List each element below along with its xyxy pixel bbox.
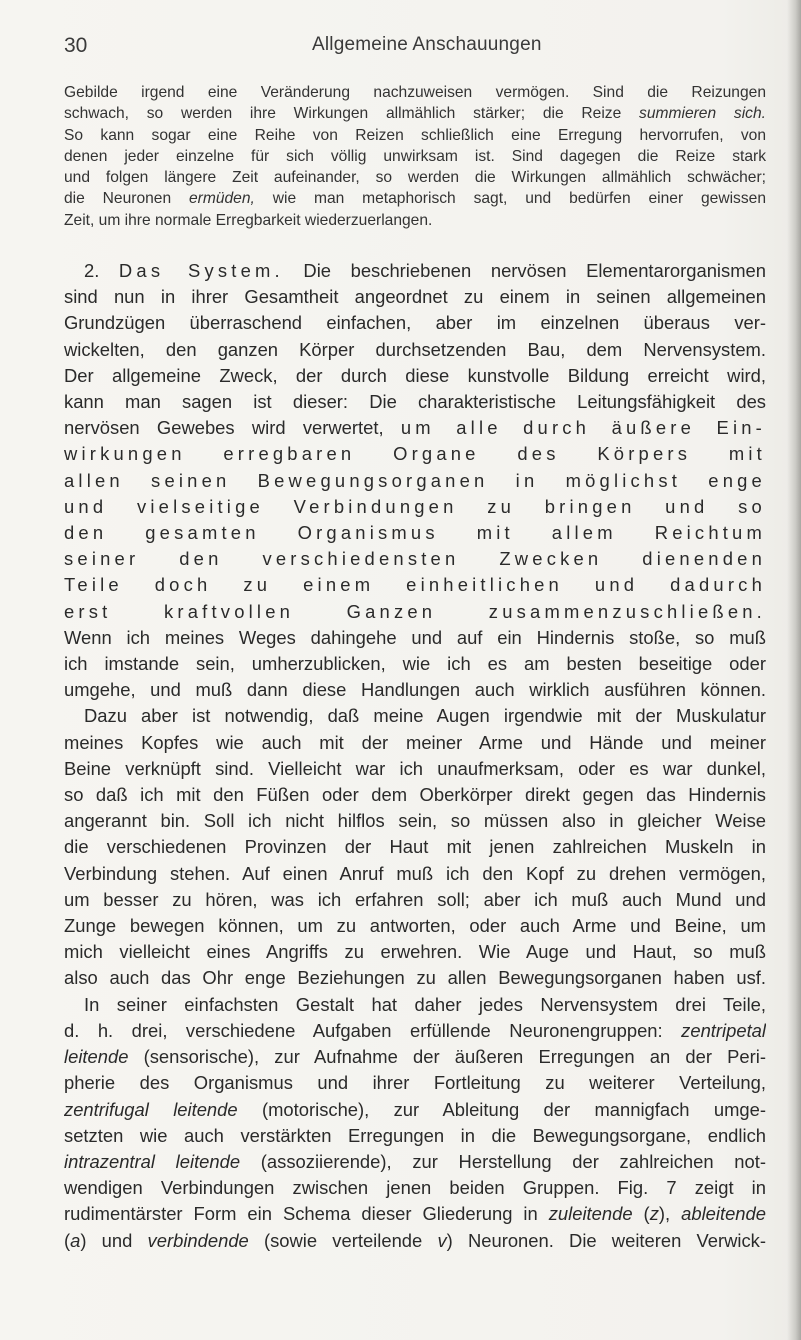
text-line: sind nun in ihrer Gesamtheit angeordnet zu einem in seinen allgemeinen [64,286,766,308]
section-title: Das System. [118,260,284,281]
emphasis: ermüden, [188,190,255,208]
text-line: Dazu aber ist notwendig, daß meine Augen irgendwie mit der Muskulatur [84,705,766,727]
emphasis: summieren sich. [639,105,766,123]
text-line: intrazentral leitende (assoziierende), zur Herstellung der zahlreichen not- [64,1150,766,1172]
emphasis: zentripetal [681,1019,766,1041]
text-line: d. h. drei, verschiedene Aufgaben erfüllende Neuronengruppen: zentripetal [64,1019,766,1041]
text-line: ich imstande sein, umherzublicken, wie ich es am besten beseitige oder [64,653,766,675]
spaced-emphasis: um alle durch äußere Ein- [400,417,766,439]
text-line: angerannt bin. Soll ich nicht hilflos sein, so müssen also in gleicher Weise [64,810,766,832]
text-line: um besser zu hören, was ich erfahren soll; aber ich muß auch Mund und [64,888,766,910]
text-line: meines Kopfes wie auch mit der meiner Arme und Hände und meiner [64,731,766,753]
spaced-emphasis-line: den gesamten Organismus mit allem Reichtum [64,522,766,544]
text-line: die verschiedenen Provinzen der Haut mit jenen zahlreichen Muskeln in [64,836,766,858]
section-heading-line: 2. Das System. Die beschriebenen nervösen Elementarorganismen [84,260,766,281]
text-line: Beine verknüpft sind. Vielleicht war ich unaufmerksam, oder es war dunkel, [64,757,766,779]
page-edge-shadow [787,0,801,1340]
text-line: Zunge bewegen können, um zu antworten, oder auch Arme und Beine, um [64,915,766,937]
emphasis: zuleitende [548,1203,633,1225]
spaced-emphasis-line: allen seinen Bewegungsorganen in möglichst enge [64,469,766,491]
text-line: denen jeder einzelne für sich völlig unwirksam ist. Sind dagegen die Reize stark [64,147,766,165]
spaced-emphasis-line: Teile doch zu einem einheitlichen und dadurch [64,574,766,596]
text-line: Grundzügen überraschend einfachen, aber im einzelnen überaus ver- [64,312,766,334]
spaced-emphasis-line: erst kraftvollen Ganzen zusammenzuschließen. [64,600,766,622]
text-line: setzten wie auch verstärkten Erregungen in die Bewegungsorgane, endlich [64,1124,766,1146]
text-line: also auch das Ohr enge Beziehungen zu allen Bewegungsorganen haben usf. [64,967,766,989]
text-line: Verbindung stehen. Auf einen Anruf muß ich den Kopf zu drehen vermögen, [64,862,766,884]
emphasis: zentrifugal leitende [64,1098,238,1120]
text-line: rudimentärster Form ein Schema dieser Gliederung in zuleitende (z), ableitende [64,1203,766,1225]
text-line: umgehe, und muß dann diese Handlungen auch wirklich ausführen können. [64,679,766,701]
text-line: schwach, so werden ihre Wirkungen allmählich stärker; die Reize summieren sich. [64,105,766,123]
text-line: die Neuronen ermüden, wie man metaphorisch sagt, und bedürfen einer gewissen [64,190,766,208]
text-line: wendigen Verbindungen zwischen jenen beiden Gruppen. Fig. 7 zeigt in [64,1177,766,1199]
text-line: Gebilde irgend eine Veränderung nachzuweisen vermögen. Sind die Reizungen [64,84,766,101]
text-line: zentrifugal leitende (motorische), zur Ableitung der mannigfach umge- [64,1098,766,1120]
text-line: nervösen Gewebes wird verwertet, um alle durch äußere Ein- [64,417,766,439]
small-print-paragraph [64,82,766,231]
text-line: (a) und verbindende (sowie verteilende v) Neuronen. Die weiteren Verwick- [64,1229,766,1251]
emphasis: intrazentral leitende [64,1150,241,1172]
emphasis: verbindende [147,1229,249,1251]
emphasis: v [437,1229,447,1251]
emphasis: z [649,1203,659,1225]
emphasis: ableitende [681,1203,766,1225]
spaced-emphasis-line: und vielseitige Verbindungen zu bringen und so [64,495,766,517]
text-line: So kann sogar eine Reihe von Reizen schließlich eine Erregung hervorrufen, von [64,126,766,144]
text-line: Zeit, um ihre normale Erregbarkeit wiederzuerlangen. [64,211,433,229]
text-line: In seiner einfachsten Gestalt hat daher jedes Nervensystem drei Teile, [84,993,766,1015]
text-line: Wenn ich meines Weges dahingehe und auf ein Hindernis stoße, so muß [64,626,766,648]
text-line: und folgen längere Zeit aufeinander, so werden die Wirkungen allmählich schwächer; [64,169,766,187]
main-text [64,258,766,1254]
running-head [64,34,761,60]
emphasis: a [70,1229,81,1251]
spaced-emphasis-line: wirkungen erregbaren Organe des Körpers mit [64,443,766,465]
text-line: mich vielleicht eines Angriffs zu erwehren. Wie Auge und Haut, so muß [64,941,766,963]
text-line: kann man sagen ist dieser: Die charakteristische Leitungsfähigkeit des [64,391,766,413]
text-line: Der allgemeine Zweck, der durch diese kunstvolle Bildung erreicht wird, [64,364,766,386]
text-line: wickelten, den ganzen Körper durchsetzenden Bau, dem Nervensystem. [64,338,766,360]
text-line: leitende (sensorische), zur Aufnahme der äußeren Erregungen an der Peri- [64,1046,766,1068]
text-line: so daß ich mit den Füßen oder dem Oberkörper direkt gegen das Hindernis [64,784,766,806]
spaced-emphasis-line: seiner den verschiedensten Zwecken dienenden [64,548,766,570]
running-title: Allgemeine Anschauungen [312,34,542,55]
emphasis: leitende [64,1046,129,1068]
page-number: 30 [64,34,88,57]
text-line: pherie des Organismus und ihrer Fortleitung zu weiterer Verteilung, [64,1072,766,1094]
